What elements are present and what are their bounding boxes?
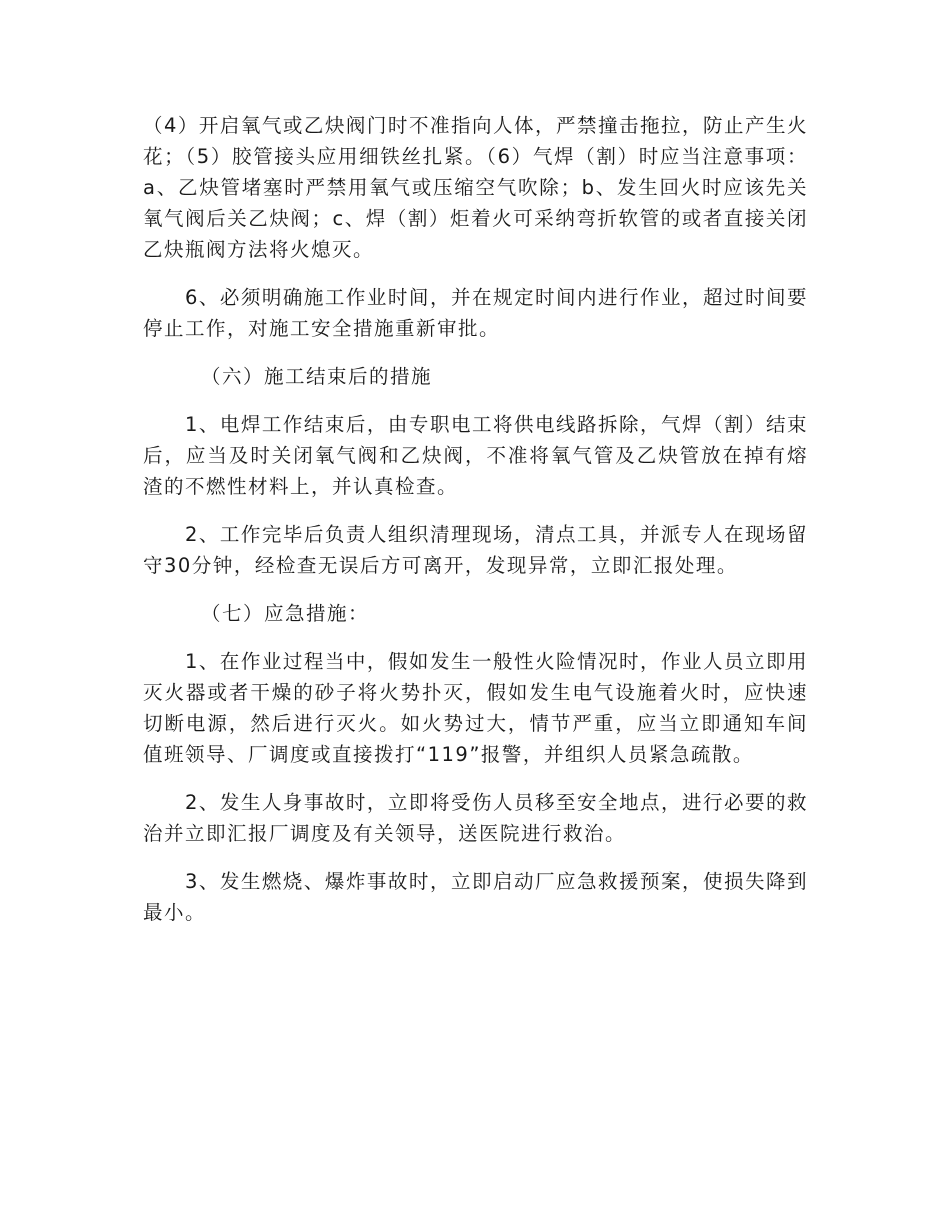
paragraph-injury-response: 2、发生人身事故时，立即将受伤人员移至安全地点，进行必要的救治并立即汇报厂调度及有关领导，送医院进行救治。 bbox=[143, 791, 808, 845]
section-heading-emergency-measures: （七）应急措施： bbox=[201, 602, 370, 625]
paragraph-welding-finish: 1、电焊工作结束后，由专职电工将供电线路拆除，气焊（割）结束后，应当及时关闭氧气阀和乙炔阀，不准将氧气管及乙炔管放在掉有熔渣的不燃性材料上，并认真检查。 bbox=[143, 413, 808, 498]
section-heading-after-construction: （六）施工结束后的措施 bbox=[201, 365, 433, 388]
paragraph-fire-response: 1、在作业过程当中，假如发生一般性火险情况时，作业人员立即用灭火器或者干燥的砂子将火势扑灭，假如发生电气设施着火时，应快速切断电源，然后进行灭火。如火势过大，情节严重，应当立即通知车间值班领导、厂调度或直接拨打“119”报警，并组织人员紧急疏散。 bbox=[143, 650, 808, 766]
document-page bbox=[143, 110, 808, 945]
paragraph-site-cleanup: 2、工作完毕后负责人组织清理现场，清点工具，并派专人在现场留守30分钟，经检查无误后方可离开，发现异常，立即汇报处理。 bbox=[143, 523, 808, 577]
paragraph-explosion-response: 3、发生燃烧、爆炸事故时，立即启动厂应急救援预案，使损失降到最小。 bbox=[143, 870, 808, 924]
paragraph-work-time: 6、必须明确施工作业时间，并在规定时间内进行作业，超过时间要停止工作，对施工安全措施重新审批。 bbox=[143, 286, 808, 340]
paragraph-gas-valve-precautions: （4）开启氧气或乙炔阀门时不准指向人体，严禁撞击拖拉，防止产生火花；（5）胶管接头应用细铁丝扎紧。（6）气焊（割）时应当注意事项：a、乙炔管堵塞时严禁用氧气或压缩空气吹除；b、发生回火时应该先关氧气阀后关乙炔阀；c、焊（割）炬着火可采纳弯折软管的或者直接关闭乙炔瓶阀方法将火熄灭。 bbox=[143, 114, 808, 261]
